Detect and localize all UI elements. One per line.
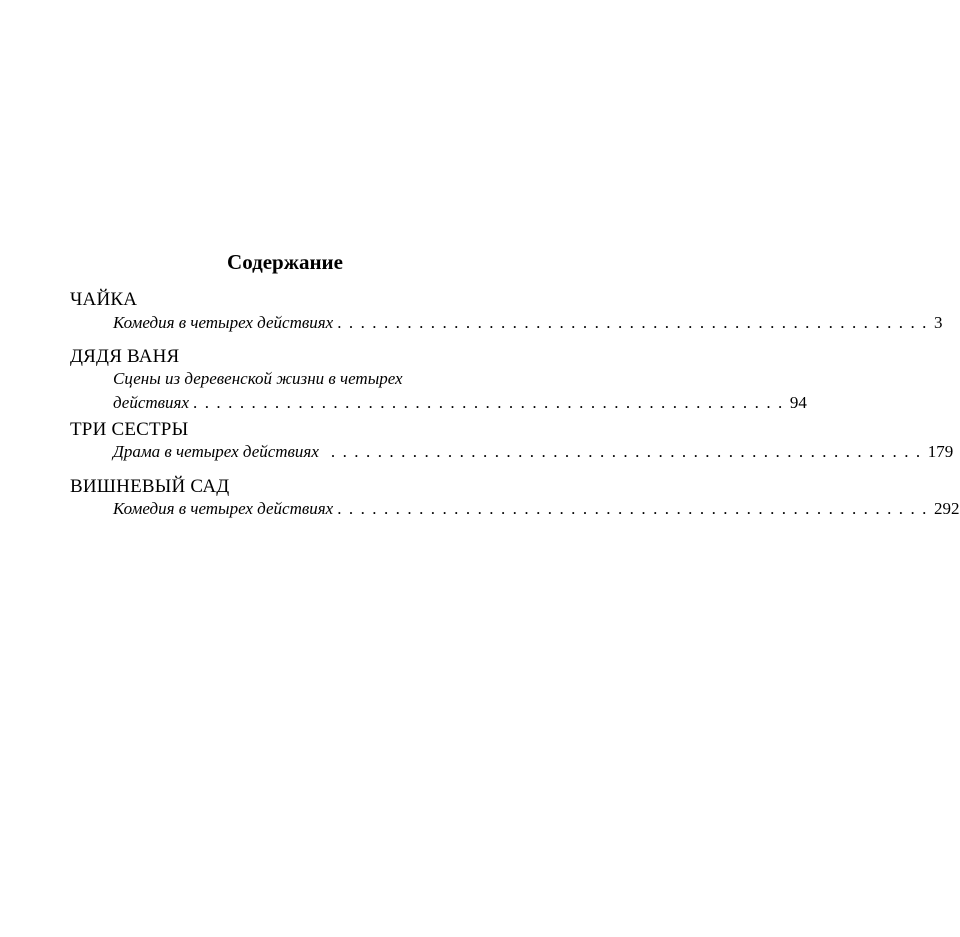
toc-entry-page: 94 [789,393,807,412]
toc-entry-chaika[interactable] [113,311,943,335]
toc-entry-subtitle: Драма в четырех действиях [113,442,319,461]
toc-entry-page: 3 [934,313,943,332]
toc-entry-vishnevyi-sad[interactable] [113,497,960,521]
toc-line [113,311,943,335]
toc-entry-page: 292 [934,499,960,518]
toc-entry-title-vishnevyi-sad: ВИШНЕВЫЙ САД [70,476,230,497]
toc-entry-tri-sestry[interactable] [113,440,954,464]
toc-entry-title-chaika: ЧАЙКА [70,289,138,310]
dot-leader: . . . . . . . . . . . . . . . . . . . . . . . . . . . . . . . . . . . . . . . . . . . . . . . . . . . [330,442,922,461]
toc-entry-title-dyadya-vanya: ДЯДЯ ВАНЯ [70,346,180,367]
toc-line [113,497,960,521]
toc-entry-subtitle: Комедия в четырех действиях [113,313,334,332]
toc-line [113,391,807,415]
dot-leader: . . . . . . . . . . . . . . . . . . . . . . . . . . . . . . . . . . . . . . . . . . . . . . . . . . . [193,393,784,412]
toc-entry-page: 179 [927,442,954,461]
dot-leader: . . . . . . . . . . . . . . . . . . . . . . . . . . . . . . . . . . . . . . . . . . . . . . . . . . . [337,313,929,332]
toc-entry-subtitle-line2: действиях [113,393,190,412]
toc-line [113,440,954,464]
toc-entry-title-tri-sestry: ТРИ СЕСТРЫ [70,419,189,440]
page-title: Содержание [227,250,343,274]
toc-entry-subtitle: Комедия в четырех действиях [113,499,334,518]
toc-entry-dyadya-vanya[interactable] [113,367,807,415]
dot-leader: . . . . . . . . . . . . . . . . . . . . . . . . . . . . . . . . . . . . . . . . . . . . . . . . . . . [337,499,929,518]
toc-entry-subtitle-line1: Сцены из деревенской жизни в четырех [113,369,403,388]
